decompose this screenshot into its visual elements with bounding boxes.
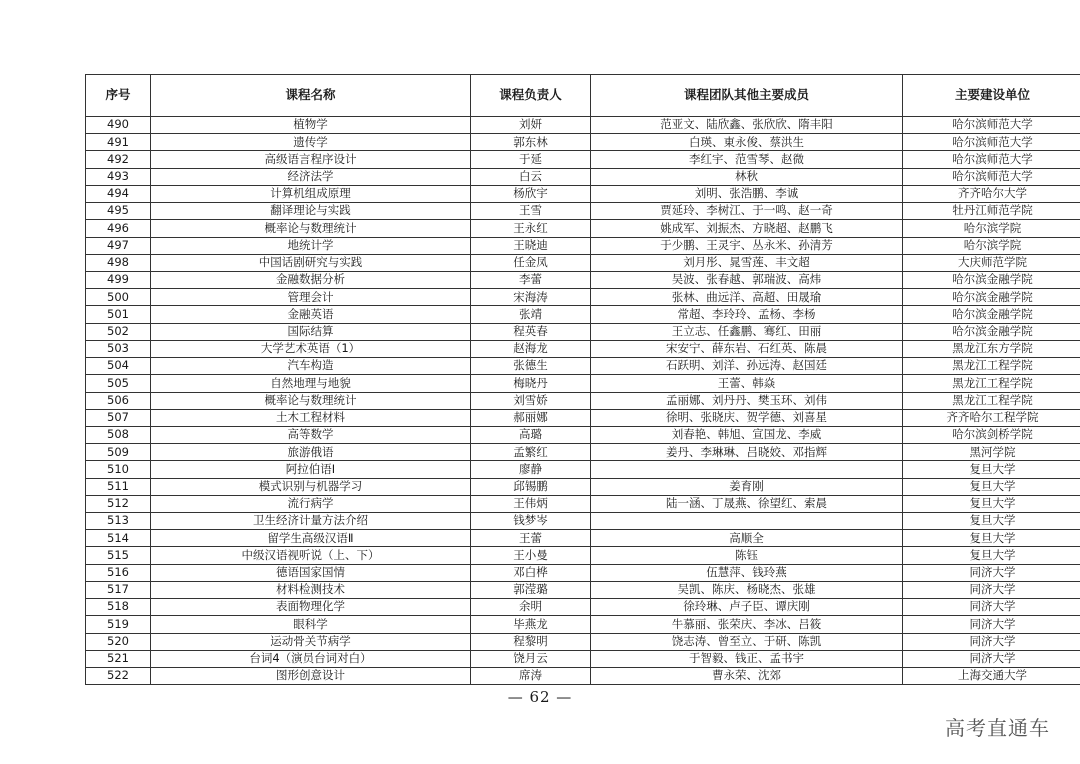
cell-course-lead: 余明	[471, 599, 591, 616]
cell-team-members: 于少鹏、王灵宇、丛永米、孙清芳	[591, 237, 903, 254]
cell-course-name: 管理会计	[151, 289, 471, 306]
cell-course-lead: 宋海涛	[471, 289, 591, 306]
cell-team-members: 石跃明、刘洋、孙远涛、赵国廷	[591, 358, 903, 375]
cell-course-name: 卫生经济计量方法介绍	[151, 513, 471, 530]
cell-index: 508	[86, 426, 151, 443]
table-row	[86, 117, 1080, 134]
header-course-lead: 课程负责人	[471, 75, 591, 117]
cell-course-name: 阿拉伯语I	[151, 461, 471, 478]
cell-team-members: 姚成军、刘振杰、方晓超、赵鹏飞	[591, 220, 903, 237]
cell-course-lead: 刘妍	[471, 117, 591, 134]
cell-course-name: 眼科学	[151, 616, 471, 633]
cell-index: 514	[86, 530, 151, 547]
cell-course-lead: 白云	[471, 168, 591, 185]
table-row	[86, 530, 1080, 547]
cell-course-lead: 张德生	[471, 358, 591, 375]
table-row	[86, 409, 1080, 426]
cell-course-lead: 李蕾	[471, 271, 591, 288]
cell-index: 491	[86, 134, 151, 151]
cell-team-members: 刘春艳、韩旭、宣国龙、李威	[591, 426, 903, 443]
table-row	[86, 444, 1080, 461]
cell-institution: 复旦大学	[903, 461, 1080, 478]
cell-course-name: 经济法学	[151, 168, 471, 185]
cell-team-members: 姜丹、李琳琳、吕晓姣、邓指辉	[591, 444, 903, 461]
cell-index: 503	[86, 340, 151, 357]
cell-course-lead: 邱锡鹏	[471, 478, 591, 495]
cell-index: 498	[86, 254, 151, 271]
course-table	[85, 74, 1080, 685]
cell-index: 495	[86, 203, 151, 220]
cell-course-lead: 孟繁红	[471, 444, 591, 461]
cell-course-name: 遗传学	[151, 134, 471, 151]
table-row	[86, 581, 1080, 598]
cell-index: 505	[86, 375, 151, 392]
cell-course-lead: 邓白桦	[471, 564, 591, 581]
cell-team-members: 刘明、张浩鹏、李诚	[591, 185, 903, 202]
cell-institution: 哈尔滨师范大学	[903, 151, 1080, 168]
cell-institution: 哈尔滨金融学院	[903, 271, 1080, 288]
cell-institution: 复旦大学	[903, 513, 1080, 530]
cell-team-members: 陈钰	[591, 547, 903, 564]
cell-team-members: 陆一涵、丁晟燕、徐望红、索晨	[591, 495, 903, 512]
cell-index: 509	[86, 444, 151, 461]
cell-course-name: 金融英语	[151, 306, 471, 323]
cell-course-name: 计算机组成原理	[151, 185, 471, 202]
cell-course-lead: 张靖	[471, 306, 591, 323]
cell-team-members: 徐玲琳、卢子臣、谭庆刚	[591, 599, 903, 616]
cell-institution: 齐齐哈尔工程学院	[903, 409, 1080, 426]
cell-team-members: 于智毅、钱正、孟书宇	[591, 650, 903, 667]
cell-course-lead: 王蕾	[471, 530, 591, 547]
cell-course-name: 图形创意设计	[151, 668, 471, 685]
watermark: 高考直通车	[945, 716, 1050, 740]
cell-index: 518	[86, 599, 151, 616]
cell-course-name: 概率论与数理统计	[151, 392, 471, 409]
cell-team-members: 贾延玲、李树江、于一鸣、赵一奇	[591, 203, 903, 220]
table-row	[86, 668, 1080, 685]
table-row	[86, 306, 1080, 323]
table-row	[86, 564, 1080, 581]
cell-institution: 哈尔滨师范大学	[903, 134, 1080, 151]
page-number: — 62 —	[507, 688, 573, 706]
cell-course-lead: 钱梦岑	[471, 513, 591, 530]
cell-institution: 上海交通大学	[903, 668, 1080, 685]
cell-course-lead: 于延	[471, 151, 591, 168]
cell-team-members: 白瑛、東永俊、蔡洪生	[591, 134, 903, 151]
cell-team-members: 宋安宁、薛东岩、石红英、陈晨	[591, 340, 903, 357]
cell-institution: 哈尔滨金融学院	[903, 289, 1080, 306]
cell-index: 519	[86, 616, 151, 633]
cell-course-lead: 王小曼	[471, 547, 591, 564]
cell-team-members: 范亚文、陆欣鑫、张欣欣、隋丰阳	[591, 117, 903, 134]
cell-course-name: 中国话剧研究与实践	[151, 254, 471, 271]
cell-institution: 黑龙江东方学院	[903, 340, 1080, 357]
table-row	[86, 599, 1080, 616]
cell-index: 516	[86, 564, 151, 581]
cell-course-name: 自然地理与地貌	[151, 375, 471, 392]
cell-institution: 哈尔滨学院	[903, 220, 1080, 237]
cell-course-lead: 梅晓丹	[471, 375, 591, 392]
cell-institution: 黑龙江工程学院	[903, 375, 1080, 392]
table-row	[86, 461, 1080, 478]
cell-team-members: 王蕾、韩焱	[591, 375, 903, 392]
header-row	[86, 75, 1080, 117]
table-row	[86, 289, 1080, 306]
header-team-members: 课程团队其他主要成员	[591, 75, 903, 117]
cell-course-name: 流行病学	[151, 495, 471, 512]
cell-course-name: 运动骨关节病学	[151, 633, 471, 650]
cell-institution: 复旦大学	[903, 478, 1080, 495]
cell-index: 512	[86, 495, 151, 512]
cell-course-lead: 席涛	[471, 668, 591, 685]
cell-index: 520	[86, 633, 151, 650]
cell-institution: 黑河学院	[903, 444, 1080, 461]
cell-institution: 哈尔滨金融学院	[903, 306, 1080, 323]
cell-course-name: 翻译理论与实践	[151, 203, 471, 220]
table-row	[86, 513, 1080, 530]
cell-course-name: 材料检测技术	[151, 581, 471, 598]
cell-institution: 同济大学	[903, 633, 1080, 650]
cell-index: 490	[86, 117, 151, 134]
cell-course-name: 表面物理化学	[151, 599, 471, 616]
cell-course-name: 旅游俄语	[151, 444, 471, 461]
table-row	[86, 478, 1080, 495]
cell-course-lead: 程黎明	[471, 633, 591, 650]
cell-institution: 同济大学	[903, 581, 1080, 598]
table-row	[86, 168, 1080, 185]
table-row	[86, 358, 1080, 375]
cell-course-lead: 王雪	[471, 203, 591, 220]
cell-team-members: 孟丽娜、刘丹丹、樊玉环、刘伟	[591, 392, 903, 409]
cell-institution: 哈尔滨师范大学	[903, 117, 1080, 134]
cell-team-members: 常超、李玲玲、孟杨、李杨	[591, 306, 903, 323]
table-row	[86, 650, 1080, 667]
cell-team-members: 王立志、任鑫鹏、骞红、田丽	[591, 323, 903, 340]
cell-course-name: 中级汉语视听说（上、下）	[151, 547, 471, 564]
cell-course-name: 高级语言程序设计	[151, 151, 471, 168]
table-header	[86, 75, 1080, 117]
cell-team-members: 饶志涛、曾至立、于研、陈凯	[591, 633, 903, 650]
cell-index: 500	[86, 289, 151, 306]
cell-course-name: 德语国家国情	[151, 564, 471, 581]
cell-course-name: 金融数据分析	[151, 271, 471, 288]
table-row	[86, 495, 1080, 512]
header-institution: 主要建设单位	[903, 75, 1080, 117]
cell-course-lead: 王晓迪	[471, 237, 591, 254]
cell-course-lead: 饶月云	[471, 650, 591, 667]
table-row	[86, 254, 1080, 271]
cell-team-members: 刘月彤、晁雪莲、丰文超	[591, 254, 903, 271]
table-row	[86, 220, 1080, 237]
cell-course-lead: 任金凤	[471, 254, 591, 271]
table-body	[86, 117, 1080, 685]
table-row	[86, 237, 1080, 254]
cell-course-lead: 王永红	[471, 220, 591, 237]
cell-course-name: 大学艺术英语（1）	[151, 340, 471, 357]
table-row	[86, 134, 1080, 151]
header-index: 序号	[86, 75, 151, 117]
table-row	[86, 375, 1080, 392]
cell-institution: 复旦大学	[903, 495, 1080, 512]
cell-team-members: 李红宇、范雪琴、赵微	[591, 151, 903, 168]
cell-course-name: 高等数学	[151, 426, 471, 443]
cell-course-name: 土木工程材料	[151, 409, 471, 426]
cell-index: 513	[86, 513, 151, 530]
cell-course-name: 模式识别与机器学习	[151, 478, 471, 495]
cell-course-lead: 杨欣宇	[471, 185, 591, 202]
cell-institution: 哈尔滨学院	[903, 237, 1080, 254]
cell-course-name: 台词4（演员台词对白）	[151, 650, 471, 667]
cell-team-members: 伍慧萍、钱玲燕	[591, 564, 903, 581]
cell-index: 522	[86, 668, 151, 685]
cell-index: 492	[86, 151, 151, 168]
cell-institution: 同济大学	[903, 650, 1080, 667]
cell-course-lead: 郭滢璐	[471, 581, 591, 598]
cell-course-name: 概率论与数理统计	[151, 220, 471, 237]
cell-course-lead: 毕燕龙	[471, 616, 591, 633]
cell-index: 506	[86, 392, 151, 409]
cell-course-lead: 郭东林	[471, 134, 591, 151]
cell-institution: 牡丹江师范学院	[903, 203, 1080, 220]
cell-institution: 复旦大学	[903, 530, 1080, 547]
cell-team-members: 张林、曲远洋、高超、田晟瑜	[591, 289, 903, 306]
cell-course-name: 汽车构造	[151, 358, 471, 375]
cell-team-members: 林秋	[591, 168, 903, 185]
table-row	[86, 323, 1080, 340]
cell-team-members: 吴波、张春越、郭瑞波、高炜	[591, 271, 903, 288]
cell-institution: 同济大学	[903, 599, 1080, 616]
cell-institution: 同济大学	[903, 616, 1080, 633]
cell-index: 517	[86, 581, 151, 598]
cell-index: 504	[86, 358, 151, 375]
cell-team-members: 高顺全	[591, 530, 903, 547]
table-row	[86, 392, 1080, 409]
table-row	[86, 203, 1080, 220]
cell-course-lead: 廖静	[471, 461, 591, 478]
cell-team-members: 姜育刚	[591, 478, 903, 495]
cell-index: 499	[86, 271, 151, 288]
cell-index: 511	[86, 478, 151, 495]
cell-index: 521	[86, 650, 151, 667]
cell-institution: 大庆师范学院	[903, 254, 1080, 271]
cell-course-lead: 王伟炳	[471, 495, 591, 512]
cell-index: 501	[86, 306, 151, 323]
cell-course-lead: 程英春	[471, 323, 591, 340]
cell-course-lead: 郝丽娜	[471, 409, 591, 426]
cell-course-lead: 赵海龙	[471, 340, 591, 357]
cell-index: 494	[86, 185, 151, 202]
cell-index: 502	[86, 323, 151, 340]
table-row	[86, 616, 1080, 633]
cell-institution: 哈尔滨剑桥学院	[903, 426, 1080, 443]
cell-team-members	[591, 513, 903, 530]
cell-institution: 黑龙江工程学院	[903, 358, 1080, 375]
cell-team-members: 吴凯、陈庆、杨晓杰、张雄	[591, 581, 903, 598]
cell-team-members: 徐明、张晓庆、贺学德、刘喜星	[591, 409, 903, 426]
cell-course-name: 植物学	[151, 117, 471, 134]
cell-course-name: 地统计学	[151, 237, 471, 254]
cell-institution: 哈尔滨金融学院	[903, 323, 1080, 340]
cell-institution: 哈尔滨师范大学	[903, 168, 1080, 185]
cell-index: 507	[86, 409, 151, 426]
table-row	[86, 271, 1080, 288]
cell-team-members: 曹永荣、沈郊	[591, 668, 903, 685]
table-row	[86, 151, 1080, 168]
table-row	[86, 426, 1080, 443]
cell-course-lead: 刘雪娇	[471, 392, 591, 409]
cell-course-name: 留学生高级汉语Ⅱ	[151, 530, 471, 547]
table-row	[86, 185, 1080, 202]
cell-index: 510	[86, 461, 151, 478]
cell-institution: 同济大学	[903, 564, 1080, 581]
cell-index: 496	[86, 220, 151, 237]
cell-course-name: 国际结算	[151, 323, 471, 340]
cell-institution: 复旦大学	[903, 547, 1080, 564]
cell-index: 497	[86, 237, 151, 254]
table-row	[86, 633, 1080, 650]
table-row	[86, 547, 1080, 564]
cell-index: 515	[86, 547, 151, 564]
cell-course-lead: 高璐	[471, 426, 591, 443]
header-course-name: 课程名称	[151, 75, 471, 117]
cell-index: 493	[86, 168, 151, 185]
table-row	[86, 340, 1080, 357]
cell-team-members	[591, 461, 903, 478]
cell-institution: 黑龙江工程学院	[903, 392, 1080, 409]
cell-team-members: 牛慕丽、张荣庆、李冰、吕筱	[591, 616, 903, 633]
cell-institution: 齐齐哈尔大学	[903, 185, 1080, 202]
